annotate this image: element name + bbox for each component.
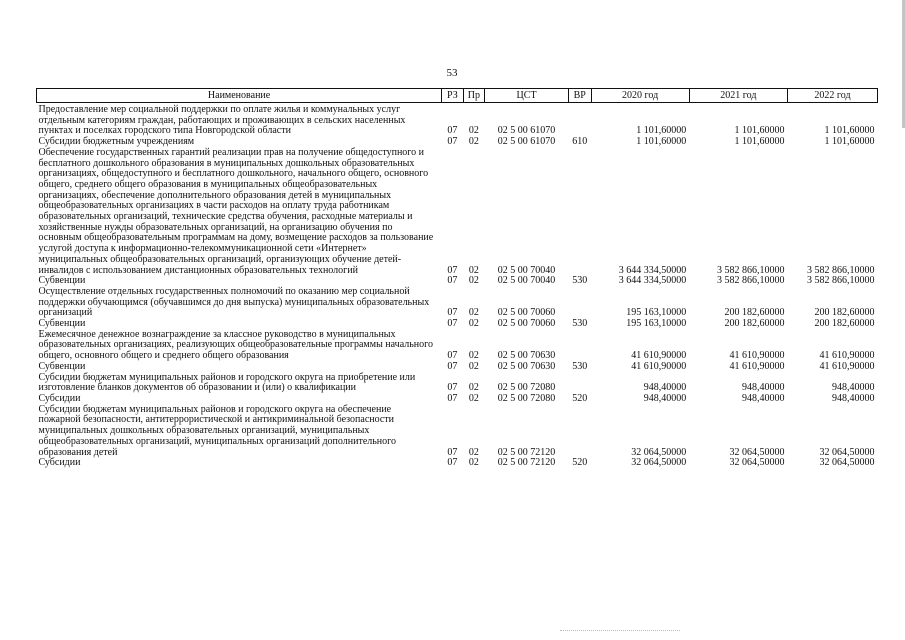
row-cst: 02 5 00 70040 — [497, 264, 556, 276]
row-cst: 02 5 00 70630 — [497, 360, 556, 372]
row-rz: 07 — [447, 136, 458, 148]
row-value-2021: 948,40000 — [741, 392, 785, 404]
row-value-2021: 3 582 866,10000 — [716, 264, 785, 276]
row-value-2020: 3 644 334,50000 — [618, 264, 687, 276]
row-value-2020: 948,40000 — [643, 382, 687, 394]
row-value-2021: 1 101,60000 — [734, 125, 785, 137]
column-header-2020: 2020 год — [591, 89, 689, 103]
row-rz: 07 — [447, 382, 458, 394]
row-cst: 02 5 00 70060 — [497, 307, 556, 319]
row-rz: 07 — [447, 275, 458, 287]
row-rz: 07 — [447, 264, 458, 276]
row-pr: 02 — [468, 275, 479, 287]
table-body — [37, 103, 878, 469]
row-value-2021: 1 101,60000 — [734, 136, 785, 148]
row-pr: 02 — [468, 307, 479, 319]
row-vr — [569, 330, 592, 362]
row-rz: 07 — [447, 360, 458, 372]
row-value-2021: 41 610,90000 — [729, 360, 785, 372]
table-row — [37, 405, 878, 459]
row-value-2022: 1 101,60000 — [824, 136, 875, 148]
row-name: Субвенции — [38, 360, 86, 372]
row-value-2022: 200 182,60000 — [814, 318, 875, 330]
row-value-2021: 200 182,60000 — [724, 307, 785, 319]
row-cst: 02 5 00 61070 — [497, 125, 556, 137]
row-value-2021: 3 582 866,10000 — [716, 275, 785, 287]
row-vr: 530 — [572, 360, 588, 372]
column-header-cst: ЦСТ — [485, 89, 569, 103]
row-value-2022: 1 101,60000 — [824, 125, 875, 137]
row-pr: 02 — [468, 360, 479, 372]
row-value-2020: 195 163,10000 — [626, 307, 687, 319]
row-rz: 07 — [447, 350, 458, 362]
row-value-2020: 32 064,50000 — [631, 446, 687, 458]
row-value-2022: 41 610,90000 — [819, 360, 875, 372]
row-pr: 02 — [468, 457, 479, 469]
row-pr: 02 — [468, 318, 479, 330]
row-value-2020: 32 064,50000 — [631, 457, 687, 469]
row-cst: 02 5 00 70040 — [497, 275, 556, 287]
row-rz: 07 — [447, 307, 458, 319]
row-value-2022: 3 582 866,10000 — [807, 275, 875, 287]
column-header-pr: Пр — [463, 89, 484, 103]
row-cst: 02 5 00 70630 — [497, 350, 556, 362]
table-row — [37, 458, 878, 469]
row-value-2020: 948,40000 — [643, 392, 687, 404]
row-cst: 02 5 00 72080 — [497, 382, 556, 394]
table-row — [37, 362, 878, 373]
row-rz: 07 — [447, 392, 458, 404]
row-value-2021: 200 182,60000 — [724, 318, 785, 330]
row-vr: 610 — [572, 136, 588, 148]
table-header — [37, 89, 878, 103]
column-header-rz: РЗ — [442, 89, 463, 103]
row-pr: 02 — [468, 350, 479, 362]
row-cst: 02 5 00 70060 — [497, 318, 556, 330]
row-pr: 02 — [468, 382, 479, 394]
row-rz: 07 — [447, 318, 458, 330]
page-number: 53 — [446, 67, 458, 79]
row-name: Субвенции — [38, 275, 86, 287]
row-vr — [569, 287, 592, 319]
row-vr — [569, 148, 592, 276]
row-pr: 02 — [468, 264, 479, 276]
row-value-2022: 948,40000 — [832, 392, 875, 404]
row-name: Субсидии — [38, 457, 81, 469]
row-value-2020: 1 101,60000 — [636, 136, 687, 148]
row-value-2022: 3 582 866,10000 — [807, 264, 875, 276]
table-row — [37, 148, 878, 276]
row-name: Обеспечение государственных гарантий реализации прав на получение общедоступного и бесплатного дошкольного образования в муниципальных дошкольных образовательных организациях, общедоступного и бесплатного дошкольного, начального общего, основного общего, среднего общего образования в муниципальных общеобразовательных организациях, обеспечение дополнительного образования детей в муниципальных общеобразовательных организациях в части расходов на оплату труда работникам образовательных организаций, технические средства обучения, расходные материалы и хозяйственные нужды образовательных организаций, на организацию обучения по основным общеобразовательным программам на дому, возмещение расходов за пользование услугой доступа к информационно-телекоммуникационной сети «Интернет» муниципальных общеобразовательных организаций, организующих обучение детей-инвалидов с использованием дистанционных образовательных технологий — [38, 146, 434, 276]
row-name: Ежемесячное денежное вознаграждение за классное руководство в муниципальных образовательных организациях, реализующих общеобразовательные программы начального общего, основного общего и среднего общего образования — [38, 328, 433, 362]
row-value-2022: 200 182,60000 — [814, 307, 875, 319]
scan-artifact — [560, 630, 680, 633]
budget-table — [36, 88, 878, 469]
row-name: Субсидии бюджетам муниципальных районов и городского округа на приобретение или изготовление бланков документов об образовании и (или) о квалификации — [38, 371, 416, 394]
row-vr: 530 — [572, 275, 588, 287]
row-vr — [569, 103, 592, 138]
row-value-2022: 32 064,50000 — [819, 446, 875, 458]
header-row — [37, 89, 878, 103]
row-cst: 02 5 00 72120 — [497, 457, 556, 469]
table-row — [37, 287, 878, 319]
row-vr: 520 — [572, 392, 588, 404]
row-name: Осуществление отдельных государственных полномочий по оказанию мер социальной поддержки обучающимся (обучавшимся до дня выпуска) муниципальных образовательных организаций — [38, 285, 430, 319]
row-name: Субвенции — [38, 318, 86, 330]
row-name: Субсидии — [38, 392, 81, 404]
column-header-vr: ВР — [569, 89, 592, 103]
row-rz: 07 — [447, 125, 458, 137]
row-value-2021: 948,40000 — [741, 382, 785, 394]
row-vr — [569, 405, 592, 459]
row-value-2022: 948,40000 — [832, 382, 875, 394]
row-cst: 02 5 00 72120 — [497, 446, 556, 458]
column-header-2021: 2021 год — [689, 89, 787, 103]
column-header-2022: 2022 год — [787, 89, 877, 103]
row-value-2021: 41 610,90000 — [729, 350, 785, 362]
row-value-2020: 41 610,90000 — [631, 360, 687, 372]
row-value-2020: 3 644 334,50000 — [618, 275, 687, 287]
row-value-2020: 1 101,60000 — [636, 125, 687, 137]
row-vr: 530 — [572, 318, 588, 330]
row-pr: 02 — [468, 136, 479, 148]
row-rz: 07 — [447, 446, 458, 458]
row-name: Предоставление мер социальной поддержки по оплате жилья и коммунальных услуг отдельным категориям граждан, работающих и проживающих в сельских населенных пунктах и поселках городского типа Новгородской области — [38, 104, 406, 137]
row-rz: 07 — [447, 457, 458, 469]
row-value-2022: 41 610,90000 — [819, 350, 875, 362]
table-row — [37, 373, 878, 394]
row-vr: 520 — [572, 457, 588, 469]
row-cst: 02 5 00 72080 — [497, 392, 556, 404]
row-value-2022: 32 064,50000 — [819, 457, 875, 469]
column-header-name: Наименование — [37, 89, 442, 103]
row-vr — [569, 373, 592, 394]
row-name: Субсидии бюджетам муниципальных районов и городского округа на обеспечение пожарной безопасности, антитеррористической и антикриминальной безопасности муниципальных дошкольных образовательных организаций, муниципальных общеобразовательных организаций, муниципальных организаций дополнительного образования детей — [38, 403, 397, 458]
row-value-2021: 32 064,50000 — [729, 446, 785, 458]
row-cst: 02 5 00 61070 — [497, 136, 556, 148]
row-pr: 02 — [468, 446, 479, 458]
table-row — [37, 103, 878, 138]
row-name: Субсидии бюджетным учреждениям — [38, 136, 195, 148]
row-pr: 02 — [468, 125, 479, 137]
table-row — [37, 330, 878, 362]
row-value-2021: 32 064,50000 — [729, 457, 785, 469]
row-value-2020: 195 163,10000 — [626, 318, 687, 330]
row-value-2020: 41 610,90000 — [631, 350, 687, 362]
row-pr: 02 — [468, 392, 479, 404]
